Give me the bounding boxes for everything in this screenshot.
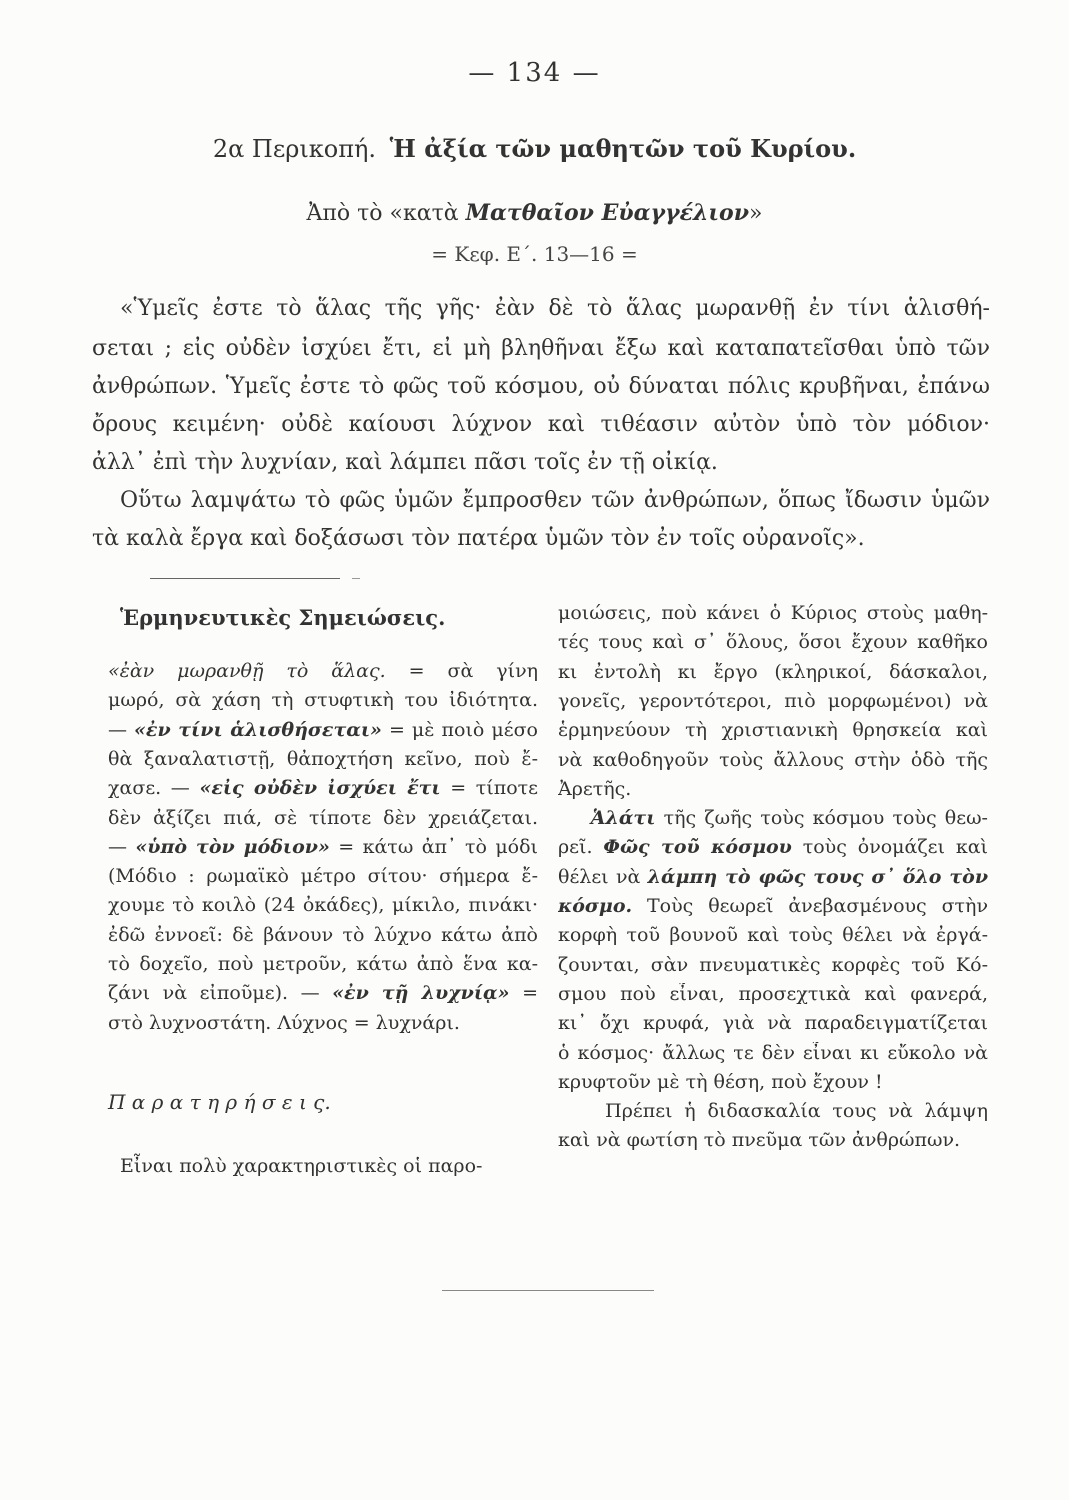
note-segment: «εἰς οὐδὲν ἰσχύει ἔτι (199, 777, 441, 800)
note-line (558, 602, 988, 624)
note-segment: νὰ καθοδηγοῦν τοὺς ἄλλους στὴν ὁδὸ τῆς (558, 748, 988, 771)
note-segment: ἑρμηνεύουν τὴ χριστιανικὴ θρησκεία καὶ (558, 719, 988, 742)
section-title: Ἡ ἀξία τῶν μαθητῶν τοῦ Κυρίου. (389, 134, 857, 163)
note-line (108, 953, 538, 975)
note-segment: Φῶς τοῦ κόσμου (603, 836, 792, 859)
note-segment: θέλει νὰ (558, 865, 648, 888)
note-segment: τὸ δοχεῖο, ποὺ μετροῦν, κάτω ἀπὸ ἕνα κα- (108, 953, 538, 975)
note-line (108, 748, 538, 770)
note-segment: ὁ κόσμος· ἄλλως τε δὲν εἶναι κι εὔκολο νὰ (558, 1041, 988, 1064)
note-segment: δὲν ἀξίζει πιά, σὲ τίποτε δὲν χρειάζεται. (108, 806, 538, 829)
scripture-line: ἀνθρώπων. Ὑμεῖς ἐστε τὸ φῶς τοῦ κόσμου, οὐ δύναται πόλις κρυβῆναι, ἐπάνω (92, 374, 990, 399)
section-label: 2α Περικοπή. (212, 135, 377, 163)
scripture-line: «Ὑμεῖς ἐστε τὸ ἅλας τῆς γῆς· ἐὰν δὲ τὸ ἅλας μωρανθῇ ἐν τίνι ἁλισθή- (120, 296, 990, 321)
scripture-line: ὄρους κειμένη· οὐδὲ καίουσι λύχνον καὶ τιθέασιν αὐτὸν ὑπὸ τὸν μόδιον· (92, 412, 990, 437)
scripture-line: σεται ; εἰς οὐδὲν ἰσχύει ἔτι, εἰ μὴ βληθῆναι ἔξω καὶ καταπατεῖσθαι ὑπὸ τῶν (92, 336, 990, 361)
note-line (558, 807, 988, 829)
note-line (108, 660, 538, 682)
note-segment: «ἐὰν μωρανθῇ τὸ ἅλας. (108, 660, 386, 682)
note-segment: Ἁλάτι (590, 807, 656, 830)
note-segment: μωρό, σὰ χάση τὴ στυφτικὴ του ἰδιότητα. (108, 689, 538, 712)
note-segment: (Μόδιο : ρωμαϊκὸ μέτρο σίτου· σήμερα ἔ- (108, 865, 538, 888)
note-segment: μοιώσεις, ποὺ κάνει ὁ Κύριος στοὺς μαθη- (558, 602, 988, 624)
divider-dot (352, 578, 360, 579)
page-number: — 134 — (468, 58, 601, 88)
note-line (558, 749, 988, 771)
note-line (558, 1012, 988, 1034)
section-heading (0, 134, 1069, 163)
note-segment: θὰ ξαναλατιστῇ, θἀποχτήση κεῖνο, ποὺ ἔ- (108, 747, 538, 770)
note-segment (558, 807, 591, 829)
note-segment: ἐδῶ ἐννοεῖ: δὲ βάνουν τὸ λύχνο κάτω ἀπὸ (108, 923, 538, 946)
note-segment: = σὰ γίνη (385, 660, 538, 682)
note-line (108, 982, 538, 1004)
remarks-text: Εἶναι πολὺ χαρακτηριστικὲς οἱ παρο- (120, 1155, 483, 1177)
note-segment: τοὺς ὀνομάζει καὶ (791, 836, 988, 859)
note-segment: σμου ποὺ εἶναι, προσεχτικὰ καὶ φανερά, (558, 982, 988, 1005)
note-line (108, 894, 538, 916)
note-segment: = (509, 982, 538, 1005)
note-line (558, 778, 988, 800)
note-line (558, 1129, 988, 1151)
note-segment: κρυφτοῦν μὲ τὴ θέση, ποὺ ἔχουν ! (558, 1070, 883, 1093)
note-segment: κι ἐντολὴ κι ἔργο (κληρικοί, δάσκαλοι, (558, 660, 988, 683)
note-line (108, 1012, 538, 1034)
remarks-title: Π α ρ α τ η ρ ή σ ε ι ς. (108, 1090, 331, 1114)
note-segment: καὶ νὰ φωτίση τὸ πνεῦμα τῶν ἀνθρώπων. (558, 1129, 961, 1152)
note-segment: ζουνται, σὰν πνευματικὲς κορφὲς τοῦ Κό- (558, 953, 988, 976)
note-segment: στὸ λυχνοστάτη. Λύχνος = λυχνάρι. (108, 1011, 460, 1034)
note-segment: — (108, 718, 135, 741)
note-line (558, 983, 988, 1005)
source-suffix: » (748, 201, 763, 226)
scripture-line: Οὕτω λαμψάτω τὸ φῶς ὑμῶν ἔμπροσθεν τῶν ἀνθρώπων, ὅπως ἴδωσιν ὑμῶν (120, 488, 990, 513)
note-segment: λάμπη τὸ φῶς τους σ᾽ ὅλο τὸν (647, 865, 988, 888)
note-line (108, 865, 538, 887)
scripture-source (0, 200, 1069, 226)
note-segment: κι᾽ ὄχι κρυφά, γιὰ νὰ παραδειγματίζεται (558, 1012, 988, 1035)
divider-rule (150, 578, 340, 579)
note-line (108, 807, 538, 829)
note-segment: Ἀρετῆς. (558, 777, 632, 800)
note-segment: = κάτω ἀπ᾽ τὸ μόδι (329, 835, 538, 858)
note-segment: τῆς ζωῆς τοὺς κόσμου τοὺς θεω- (655, 807, 988, 830)
note-line (558, 1071, 988, 1093)
note-segment: «ὑπὸ τὸν μόδιον» (135, 835, 330, 858)
note-segment: χουμε τὸ κοιλὸ (24 ὀκάδες), μίκιλο, πινάκι· (108, 894, 538, 917)
note-segment: χασε. — (108, 777, 200, 800)
note-line (558, 690, 988, 712)
note-line (558, 895, 988, 917)
note-segment: — (108, 835, 136, 858)
note-segment: κορφὴ τοῦ βουνοῦ καὶ τοὺς θέλει νὰ ἐργά- (558, 924, 988, 947)
note-segment: ρεῖ. (558, 836, 604, 859)
note-segment: γονεῖς, γεροντότεροι, πιὸ μορφωμένοι) νὰ (558, 689, 988, 712)
note-line (108, 689, 538, 711)
note-segment: «ἐν τίνι ἁλισθήσεται» (134, 718, 382, 741)
note-segment: ζάνι νὰ εἰποῦμε). — (108, 982, 333, 1005)
notes-title: Ἑρμηνευτικὲς Σημειώσεις. (120, 605, 446, 630)
scripture-line: ἀλλ᾽ ἐπὶ τὴν λυχνίαν, καὶ λάμπει πᾶσι τοῖς ἐν τῇ οἰκίᾳ. (92, 450, 718, 475)
note-segment: Τοὺς θεωρεῖ ἀνεβασμένους στὴν (632, 895, 988, 917)
bottom-rule (442, 1290, 654, 1291)
note-line (108, 777, 538, 799)
note-line (108, 836, 538, 858)
note-segment: κόσμο. (558, 895, 633, 917)
note-line (558, 866, 988, 888)
chapter-reference: = Κεφ. Ε΄. 13—16 = (431, 242, 638, 266)
note-line (558, 631, 988, 653)
note-line (558, 661, 988, 683)
note-segment: = τίποτε (440, 777, 538, 800)
source-book: Ματθαῖον Εὐαγγέλιον (465, 200, 749, 226)
note-line (558, 924, 988, 946)
note-line (108, 719, 538, 741)
note-line (558, 1100, 988, 1122)
note-line (558, 719, 988, 741)
note-segment: = μὲ ποιὸ μέσο (381, 718, 538, 741)
note-line (558, 954, 988, 976)
note-segment: Πρέπει ἡ διδασκαλία τους νὰ λάμψη (558, 1100, 988, 1123)
note-segment: «ἐν τῇ λυχνίᾳ» (332, 982, 510, 1005)
scripture-line: τὰ καλὰ ἔργα καὶ δοξάσωσι τὸν πατέρα ὑμῶν τὸν ἐν τοῖς οὐρανοῖς». (92, 526, 865, 551)
note-segment: τές τους καὶ σ᾽ ὅλους, ὅσοι ἔχουν καθῆκο (558, 631, 988, 654)
note-line (108, 924, 538, 946)
source-prefix: Ἀπὸ τὸ «κατὰ (306, 201, 459, 226)
note-line (558, 1042, 988, 1064)
note-line (558, 836, 988, 858)
